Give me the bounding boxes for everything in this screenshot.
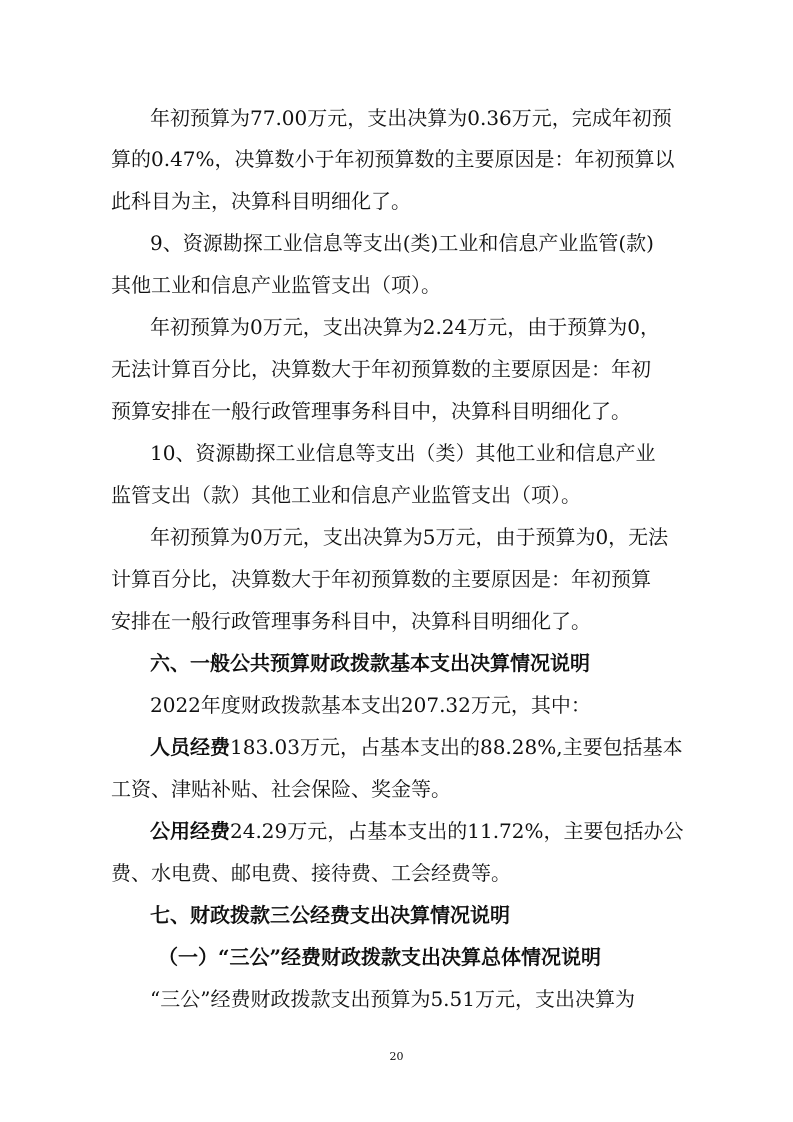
personnel-cost-term: 人员经费 <box>150 735 230 759</box>
paragraph-line: 年初预算为77.00万元，支出决算为0.36万元，完成年初预 <box>150 106 672 130</box>
section-heading: 六、一般公共预算财政拨款基本支出决算情况说明 <box>150 651 590 675</box>
paragraph-line: 无法计算百分比，决算数大于年初预算数的主要原因是：年初 <box>111 357 651 381</box>
paragraph-line: 此科目为主，决算科目明细化了。 <box>111 189 411 213</box>
paragraph-line: 费、水电费、邮电费、接待费、工会经费等。 <box>111 861 511 885</box>
public-cost-text: 24.29万元，占基本支出的11.72%，主要包括办公 <box>230 819 684 843</box>
paragraph-line: 预算安排在一般行政管理事务科目中，决算科目明细化了。 <box>111 399 631 423</box>
paragraph-line: 安排在一般行政管理事务科目中，决算科目明细化了。 <box>111 609 591 633</box>
item-heading: 监管支出（款）其他工业和信息产业监管支出（项）。 <box>111 483 581 507</box>
paragraph-line: 年初预算为0万元，支出决算为5万元，由于预算为0，无法 <box>150 525 669 549</box>
paragraph-line <box>150 817 684 845</box>
paragraph-line: “三公”经费财政拨款支出预算为5.51万元，支出决算为 <box>150 987 635 1011</box>
subsection-heading: （一）“三公”经费财政拨款支出决算总体情况说明 <box>158 945 602 969</box>
item-heading: 其他工业和信息产业监管支出（项）。 <box>111 273 441 297</box>
item-heading: 9、资源勘探工业信息等支出(类)工业和信息产业监管(款) <box>150 231 654 255</box>
paragraph-line: 年初预算为0万元，支出决算为2.24万元，由于预算为0， <box>150 315 660 339</box>
paragraph-line: 计算百分比，决算数大于年初预算数的主要原因是：年初预算 <box>111 567 651 591</box>
section-heading: 七、财政拨款三公经费支出决算情况说明 <box>150 903 510 927</box>
page-number: 20 <box>389 1050 404 1063</box>
public-cost-term: 公用经费 <box>150 819 230 843</box>
paragraph-line: 算的0.47%，决算数小于年初预算数的主要原因是：年初预算以 <box>111 147 675 171</box>
paragraph-line: 2022年度财政拨款基本支出207.32万元，其中： <box>150 693 591 717</box>
paragraph-line <box>150 733 683 761</box>
personnel-cost-text: 183.03万元，占基本支出的88.28%,主要包括基本 <box>230 735 683 759</box>
item-heading: 10、资源勘探工业信息等支出（类）其他工业和信息产业 <box>150 441 656 465</box>
paragraph-line: 工资、津贴补贴、社会保险、奖金等。 <box>111 777 451 801</box>
